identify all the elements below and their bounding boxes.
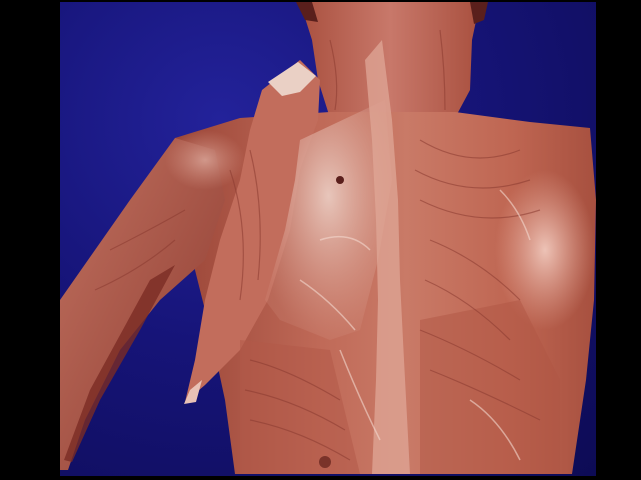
dark-spot [336,176,344,184]
dark-spot [319,456,331,468]
neck [300,2,480,118]
